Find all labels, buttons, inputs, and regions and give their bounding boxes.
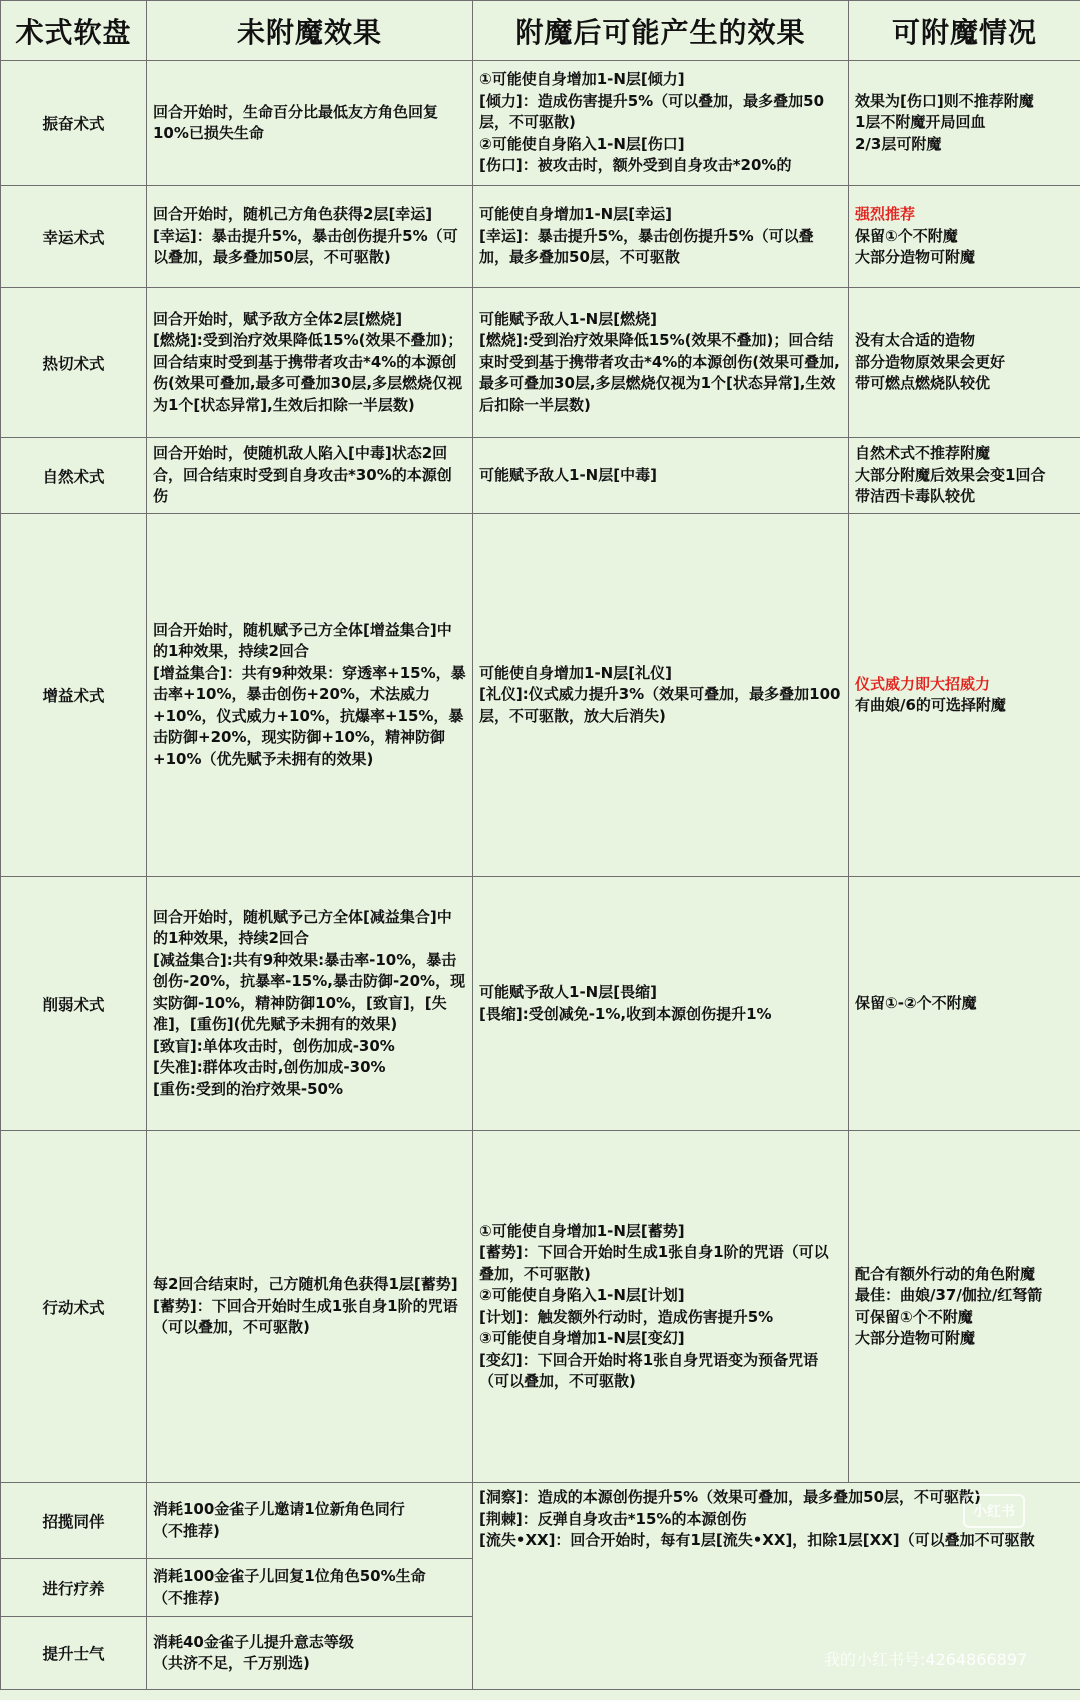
disk-name: 幸运术式 [1, 186, 147, 288]
base-effect-line: [减益集合]:共有9种效果:暴击率-10%，暴击创伤-20%，抗暴率-15%,暴击防御-20%，现实防御-10%，精神防御10%，[致盲]，[失准]，[重伤](优先赋予未拥有的效果) [153, 950, 466, 1034]
enchant-status-line: 大部分造物可附魔 [855, 1329, 976, 1347]
enchant-status-cell [849, 1131, 1080, 1483]
enchant-effect-line: ①可能使自身增加1-N层[倾力] [479, 70, 685, 89]
recommend-highlight: 仪式威力即大招威力 [855, 674, 991, 693]
header-base-effect: 未附魔效果 [147, 1, 473, 61]
enchant-effect-line: [倾力]：造成伤害提升5%（可以叠加，最多叠加50层，不可驱散) [479, 91, 825, 132]
base-effect-line: 回合开始时，随机己方角色获得2层[幸运] [153, 205, 433, 224]
enchant-status-line: 1层不附魔开局回血 [855, 113, 986, 132]
base-effect-cell [147, 61, 473, 186]
base-effect-line: 每2回合结束时，己方随机角色获得1层[蓄势] [153, 1275, 458, 1294]
base-effect-line: （共济不足，千万别选) [153, 1654, 310, 1672]
table-row [1, 288, 1080, 438]
disk-name: 招揽同伴 [1, 1483, 147, 1559]
table-row [1, 514, 1080, 877]
base-effect-cell [147, 514, 473, 877]
enchant-status-cell [849, 438, 1080, 514]
base-effect-cell [147, 186, 473, 288]
base-effect-line: 消耗100金雀子儿邀请1位新角色同行 [153, 1500, 405, 1518]
disk-name: 增益术式 [1, 514, 147, 877]
watermark-logo: 小红书 [963, 1494, 1025, 1528]
shared-enchant-line: [洞察]：造成的本源创伤提升5%（效果可叠加，最多叠加50层，不可驱散) [479, 1488, 981, 1506]
base-effect-line: 回合开始时，随机赋予己方全体[减益集合]中的1种效果，持续2回合 [153, 907, 452, 948]
enchant-effect-line: [燃烧]:受到治疗效果降低15%(效果不叠加)；回合结束时受到基于携带者攻击*4%的本源创伤(效果可叠加,最多可叠加30层,多层燃烧仅视为1个[状态异常],生效后扣除一半层数) [479, 331, 840, 414]
enchant-effect-line: [礼仪]:仪式威力提升3%（效果可叠加，最多叠加100层，不可驱散，放大后消失) [479, 685, 841, 725]
enchant-effect-line: 可能使自身增加1-N层[礼仪] [479, 663, 672, 682]
enchant-effect-cell [473, 877, 849, 1131]
disk-name: 进行疗养 [1, 1559, 147, 1617]
enchant-effect-cell [473, 61, 849, 186]
table-row [1, 1131, 1080, 1483]
enchant-effect-line: [计划]：触发额外行动时，造成伤害提升5% [479, 1307, 774, 1326]
enchant-status-line: 大部分造物可附魔 [855, 248, 976, 267]
enchant-status-line: 可保留①个不附魔 [855, 1307, 973, 1326]
table-row [1, 438, 1080, 514]
enchant-effect-cell [473, 1131, 849, 1483]
header-enchant-status: 可附魔情况 [849, 1, 1080, 61]
enchant-status-cell [849, 514, 1080, 877]
recommend-highlight: 强烈推荐 [855, 205, 916, 224]
shared-enchant-line: [流失•XX]：回合开始时，每有1层[流失•XX]，扣除1层[XX]（可以叠加不可驱散 [479, 1531, 1035, 1549]
enchant-effect-line: [变幻]：下回合开始时将1张自身咒语变为预备咒语（可以叠加，不可驱散) [479, 1350, 819, 1390]
enchant-status-line: 自然术式不推荐附魔 [855, 444, 991, 463]
enchant-effect-line: [畏缩]:受创减免-1%,收到本源创伤提升1% [479, 1004, 772, 1023]
enchant-status-cell [849, 288, 1080, 438]
base-effect-line: 回合开始时，使随机敌人陷入[中毒]状态2回合，回合结束时受到自身攻击*30%的本源创伤 [153, 444, 452, 506]
base-effect-cell [147, 1131, 473, 1483]
enchant-effect-cell [473, 438, 849, 514]
enchant-effect-cell [473, 514, 849, 877]
enchant-effect-line: ②可能使自身陷入1-N层[计划] [479, 1286, 685, 1304]
enchant-effect-line: ③可能使自身增加1-N层[变幻] [479, 1329, 685, 1347]
enchant-status-line: 配合有额外行动的角色附魔 [855, 1264, 1036, 1283]
enchant-effect-line: 可能赋予敌人1-N层[燃烧] [479, 309, 657, 328]
table-row [1, 61, 1080, 186]
enchant-status-line: 带可燃点燃烧队较优 [855, 374, 991, 393]
table-row [1, 877, 1080, 1131]
enchant-effect-cell [473, 186, 849, 288]
enchant-effect-cell [473, 288, 849, 438]
enchant-effect-line: [幸运]：暴击提升5%，暴击创伤提升5%（可以叠加，最多叠加50层，不可驱散 [479, 226, 814, 267]
enchant-status-line: 没有太合适的造物 [855, 331, 976, 350]
base-effect-cell [147, 1483, 473, 1559]
base-effect-line: （不推荐) [153, 1521, 220, 1540]
base-effect-cell [147, 877, 473, 1131]
enchant-effect-line: 可能赋予敌人1-N层[中毒] [479, 465, 657, 484]
enchant-status-line: 2/3层可附魔 [855, 134, 942, 153]
base-effect-line: 消耗100金雀子儿回复1位角色50%生命 [153, 1567, 426, 1585]
enchant-effect-line: 可能赋予敌人1-N层[畏缩] [479, 983, 657, 1001]
enchant-status-line: 大部分附魔后效果会变1回合 [855, 465, 1046, 484]
header-row [1, 1, 1080, 61]
enchant-effect-line: [蓄势]：下回合开始时生成1张自身1阶的咒语（可以叠加，不可驱散) [479, 1243, 829, 1283]
base-effect-cell [147, 438, 473, 514]
base-effect-line: （不推荐) [153, 1588, 220, 1607]
base-effect-line: 回合开始时，生命百分比最低友方角色回复10%已损失生命 [153, 102, 439, 142]
enchant-status-line: 部分造物原效果会更好 [855, 352, 1006, 371]
enchant-status-line: 有曲娘/6的可选择附魔 [855, 696, 1006, 714]
enchant-status-cell [849, 61, 1080, 186]
base-effect-line: [增益集合]：共有9种效果：穿透率+15%，暴击率+10%，暴击创伤+20%，术法威力+10%，仪式威力+10%，抗爆率+15%，暴击防御+20%，现实防御+10%，精神防御+10%（优先赋予未拥有的效果) [153, 663, 466, 768]
disk-name: 热切术式 [1, 288, 147, 438]
disk-name: 振奋术式 [1, 61, 147, 186]
base-effect-line: 回合开始时，随机赋予己方全体[增益集合]中的1种效果，持续2回合 [153, 620, 452, 661]
base-effect-cell [147, 1617, 473, 1690]
watermark-id: 我的小红书号:4264866897 [824, 1650, 1028, 1669]
enchant-effect-line: [伤口]：被攻击时，额外受到自身攻击*20%的 [479, 156, 792, 175]
enchant-effect-line: ②可能使自身陷入1-N层[伤口] [479, 134, 685, 153]
enchant-status-cell [849, 877, 1080, 1131]
header-enchant-effect: 附魔后可能产生的效果 [473, 1, 849, 61]
base-effect-cell [147, 1559, 473, 1617]
base-effect-line: [失准]:群体攻击时,创伤加成-30% [153, 1058, 386, 1077]
base-effect-cell [147, 288, 473, 438]
base-effect-line: [致盲]:单体攻击时，创伤加成-30% [153, 1036, 395, 1055]
base-effect-line: [幸运]：暴击提升5%，暴击创伤提升5%（可以叠加，最多叠加50层，不可驱散) [153, 226, 458, 267]
base-effect-line: 消耗40金雀子儿提升意志等级 [153, 1632, 354, 1651]
enchant-effect-line: 可能使自身增加1-N层[幸运] [479, 205, 672, 224]
enchant-status-cell [849, 186, 1080, 288]
enchant-status-line: 最佳：曲娘/37/伽拉/红弩箭 [855, 1286, 1043, 1304]
table-row [1, 186, 1080, 288]
disk-name: 提升士气 [1, 1617, 147, 1690]
enchant-status-line: 保留①个不附魔 [855, 226, 958, 245]
enchant-status-line: 带洁西卡毒队较优 [855, 487, 976, 506]
base-effect-line: [燃烧]:受到治疗效果降低15%(效果不叠加)；回合结束时受到基于携带者攻击*4%的本源创伤(效果可叠加,最多可叠加30层,多层燃烧仅视为1个[状态异常],生效后扣除一半层数) [153, 331, 463, 414]
table-row [1, 1483, 1080, 1559]
enchant-status-line: 保留①-②个不附魔 [855, 993, 977, 1012]
disk-name: 行动术式 [1, 1131, 147, 1483]
enchant-effect-line: ①可能使自身增加1-N层[蓄势] [479, 1221, 685, 1240]
base-effect-line: 回合开始时，赋予敌方全体2层[燃烧] [153, 309, 403, 328]
disk-name: 削弱术式 [1, 877, 147, 1131]
disk-name: 自然术式 [1, 438, 147, 514]
base-effect-line: [重伤:受到的治疗效果-50% [153, 1079, 343, 1098]
enchant-status-line: 效果为[伤口]则不推荐附魔 [855, 91, 1034, 110]
base-effect-line: [蓄势]：下回合开始时生成1张自身1阶的咒语（可以叠加，不可驱散) [153, 1296, 458, 1337]
shared-enchant-line: [荆棘]：反弹自身攻击*15%的本源创伤 [479, 1509, 747, 1528]
header-disk: 术式软盘 [1, 1, 147, 61]
